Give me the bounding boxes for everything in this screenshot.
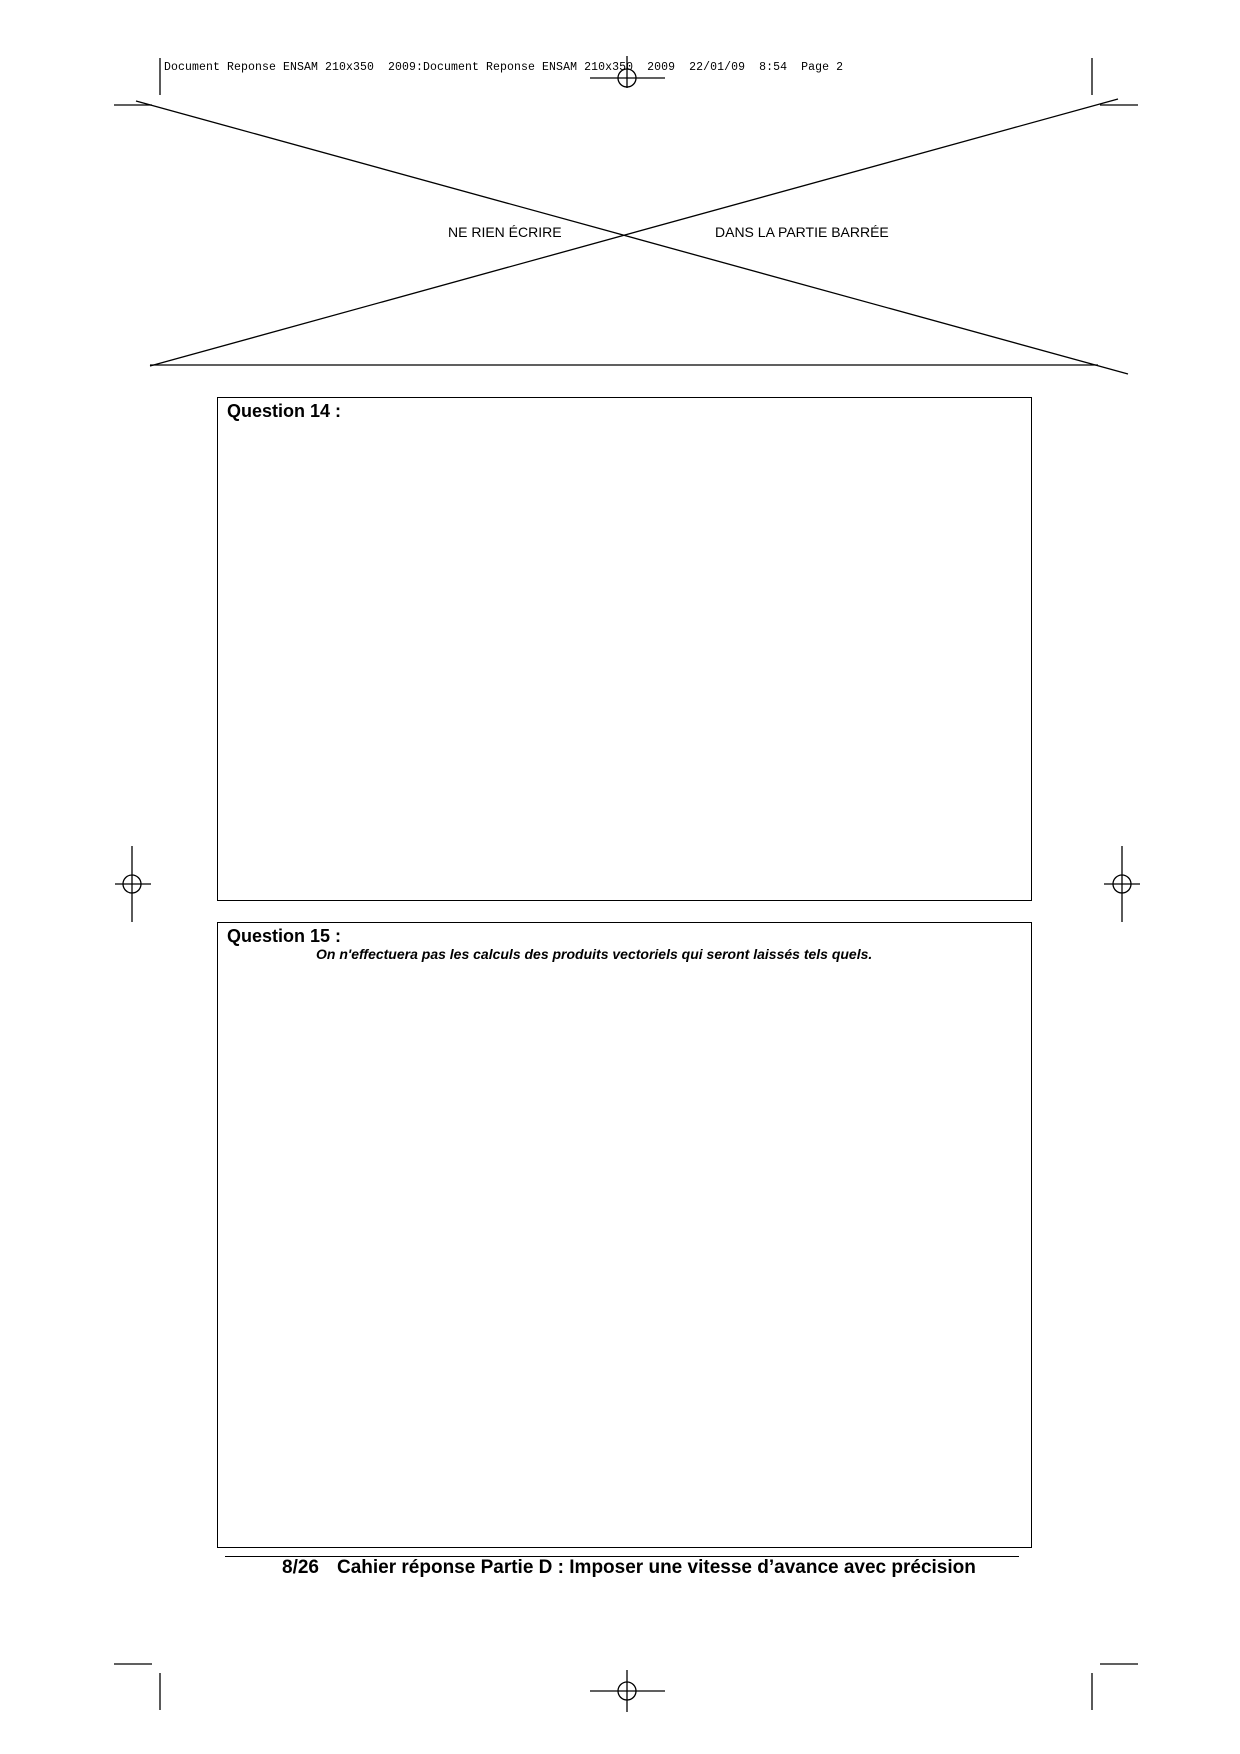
question-15-instruction: On n'effectuera pas les calculs des produits vectoriels qui seront laissés tels quels.	[316, 946, 873, 962]
registration-mark-bottom	[590, 1670, 665, 1712]
registration-mark-right	[1104, 846, 1140, 922]
question-15-answer-box[interactable]	[217, 922, 1032, 1548]
registration-mark-left	[115, 846, 151, 922]
barred-zone-diagonal-2	[150, 99, 1118, 366]
question-14-title: Question 14 :	[227, 401, 342, 421]
question-14-answer-box[interactable]	[217, 397, 1032, 901]
page-footer	[282, 1557, 976, 1579]
barred-zone-diagonal-1	[136, 101, 1128, 374]
page-number: 8/26	[282, 1557, 319, 1578]
footer-title: Cahier réponse Partie D : Imposer une vitesse d’avance avec précision	[336, 1557, 976, 1578]
question-15-title: Question 15 :	[227, 926, 342, 946]
barred-zone-right-text: DANS LA PARTIE BARRÉE	[715, 224, 889, 240]
barred-zone-left-text: NE RIEN ÉCRIRE	[448, 224, 562, 240]
print-slug: Document Reponse ENSAM 210x350 2009:Document Reponse ENSAM 210x350 2009 22/01/09 8:54 Page 2	[164, 61, 844, 74]
